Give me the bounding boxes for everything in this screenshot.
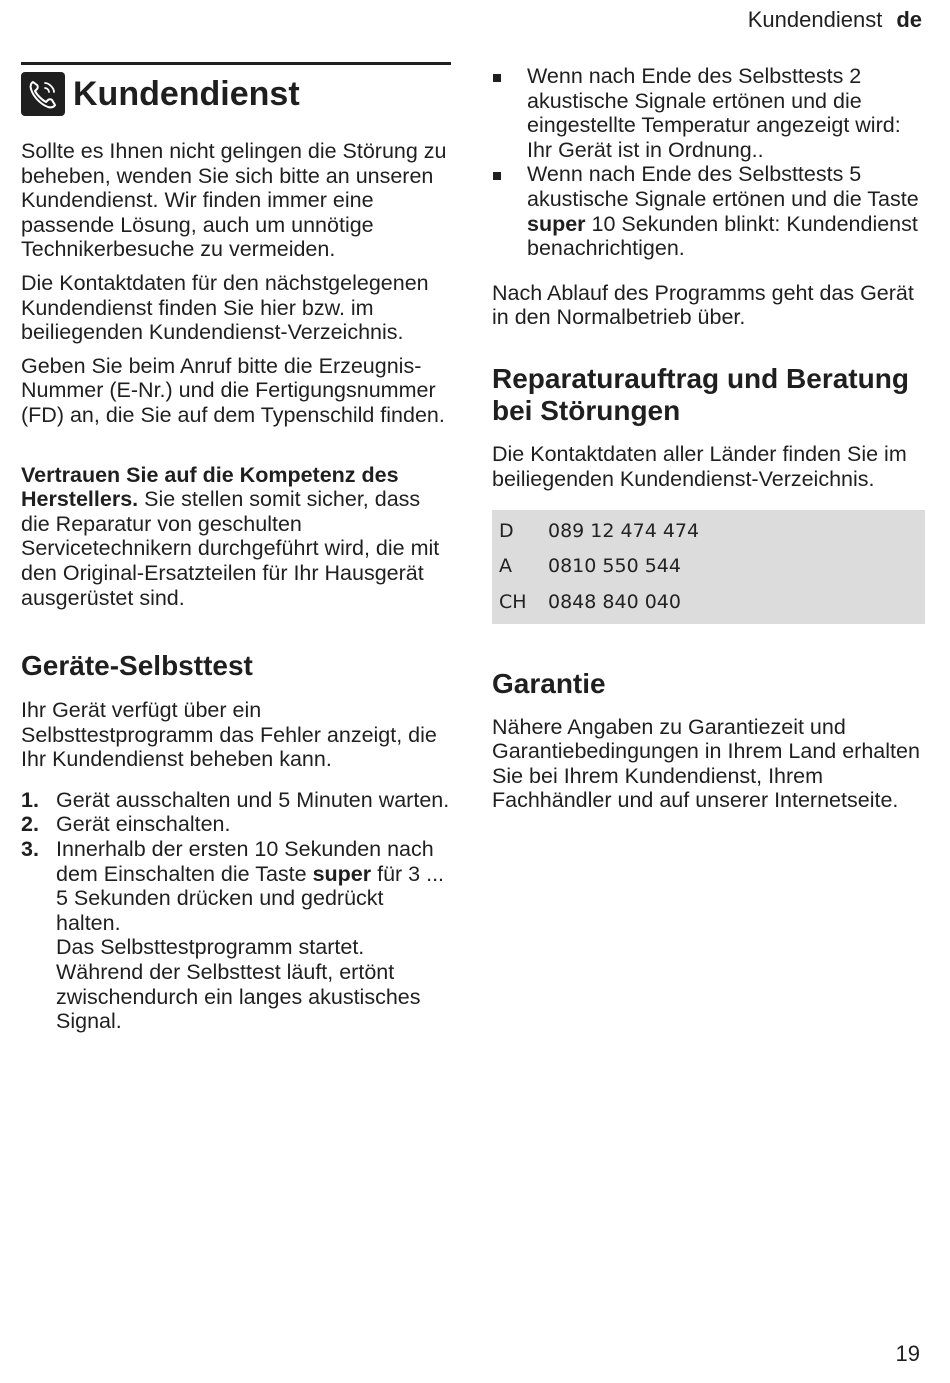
bullet-text: Wenn nach Ende des Selbsttests 2 akustische Signale ertönen und die eingestellte Temperatur angezeigt wird: Ihr Gerät ist in Ordnung.. [527,64,901,162]
selftest-results [492,64,925,261]
super-key-label: super [527,211,586,236]
phone-number: 089 12 474 474 [548,519,700,542]
selftest-steps [21,788,451,1034]
intro-paragraph: Geben Sie beim Anruf bitte die Erzeugnis-Nummer (E-Nr.) und die Fertigungsnummer (FD) an, die Sie auf dem Typenschild finden. [21,353,445,427]
step-text: Gerät ausschalten und 5 Minuten warten. [56,787,450,812]
trust-bold-text: Vertrauen Sie auf die Kompetenz des Herstellers. [21,462,399,512]
bullet-body [527,162,925,260]
bullet-square-icon [492,162,527,260]
selftest-intro: Ihr Gerät verfügt über ein Selbsttestprogramm das Fehler anzeigt, die Ihr Kundendienst beheben kann. [21,698,437,772]
country-code: CH [499,590,527,613]
after-selftest-text: Nach Ablauf des Programms geht das Gerät in den Normalbetrieb über. [492,280,914,330]
step-text: Gerät einschalten. [56,812,231,837]
warranty-heading: Garantie [492,667,606,699]
right-column [492,62,925,813]
left-column [21,62,451,1034]
bullet-text: Wenn nach Ende des Selbsttests 5 akustische Signale ertönen und die Taste [527,162,919,211]
trust-text: Sie stellen somit sicher, dass die Reparatur von geschulten Servicetechnikern durchgeführt wird, die mit den Original-Ersatzteilen für Ihr Hausgerät ausgerüstet sind. [21,487,440,610]
page-number: 19 [895,1341,920,1366]
list-item [21,788,451,813]
step-body [56,837,451,1034]
table-row [492,549,925,585]
contact-table [492,510,925,624]
step-text: für 3 ... 5 Sekunden drücken und gedrückt halten. [56,861,445,935]
repair-text: Die Kontaktdaten aller Länder finden Sie im beiliegenden Kundendienst-Verzeichnis. [492,441,907,491]
step-note: Das Selbsttestprogramm startet. Während der Selbsttest läuft, ertönt zwischendurch ein langes akustisches Signal. [56,935,421,1034]
step-text: Innerhalb der ersten 10 Sekunden nach dem Einschalten die Taste [56,837,434,886]
country-code: A [499,555,512,578]
step-number: 3. [21,837,39,862]
phone-number: 0848 840 040 [548,590,681,613]
list-item [21,837,451,1034]
selftest-heading: Geräte-Selbsttest [21,650,253,682]
phone-number: 0810 550 544 [548,555,681,578]
super-key-label: super [312,861,372,886]
phone-icon [21,72,65,116]
list-item [492,64,925,162]
header-language: de [896,7,922,32]
warranty-text: Nähere Angaben zu Garantiezeit und Garantiebedingungen in Ihrem Land erhalten Sie bei Ihrem Kundendienst, Ihrem Fachhändler und auf unserer Internetseite. [492,714,920,813]
intro-paragraph: Sollte es Ihnen nicht gelingen die Störung zu beheben, wenden Sie sich bitte an unseren Kundendienst. Wir finden immer eine passende Lösung, auch um unnötige Technikerbesuche zu vermeiden. [21,139,447,262]
bullet-text: 10 Sekunden blinkt: Kundendienst benachrichtigen. [527,211,918,261]
bullet-square-icon [492,64,527,162]
table-row [492,584,925,620]
page-title: Kundendienst [73,75,300,113]
list-item [492,162,925,260]
step-number: 1. [21,787,39,812]
step-number: 2. [21,812,39,837]
country-code: D [499,519,514,542]
header-section: Kundendienst [747,7,883,32]
intro-paragraph: Die Kontaktdaten für den nächstgelegenen Kundendienst finden Sie hier bzw. im beiliegenden Kundendienst-Verzeichnis. [21,270,429,345]
list-item [21,812,451,837]
page-header [748,7,922,33]
section-title-kundendienst [21,62,451,116]
trust-paragraph [21,463,451,611]
repair-heading: Reparaturauftrag und Beratung bei Störungen [492,362,909,426]
table-row [492,513,925,549]
